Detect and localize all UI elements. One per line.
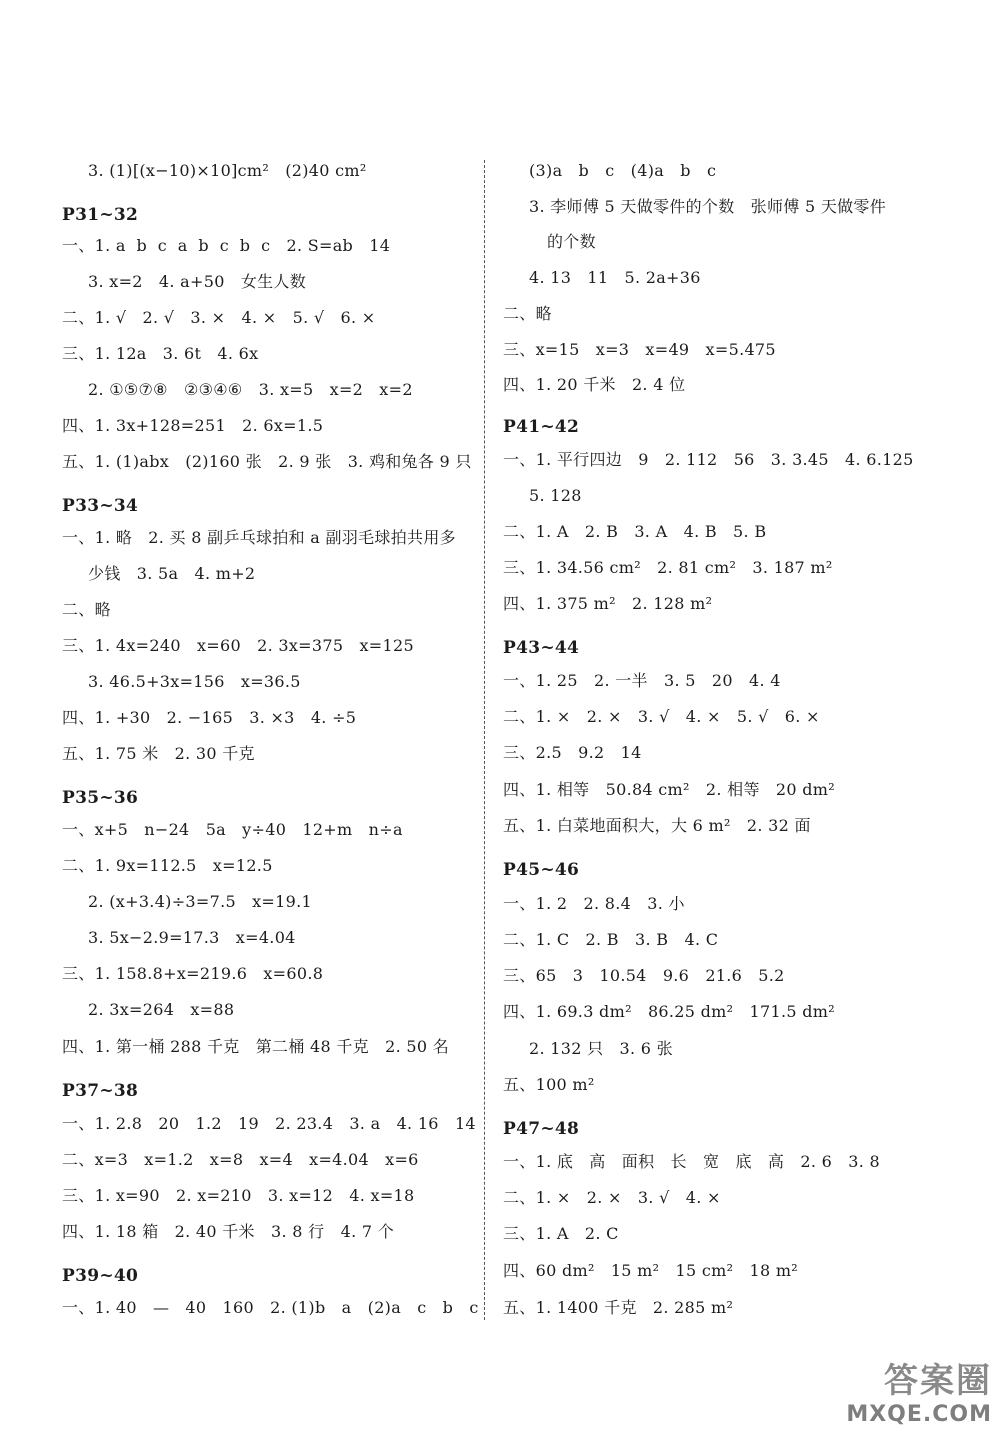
answer-line: 3. (1)[(x−10)×10]cm² (2)40 cm² [88, 161, 367, 180]
answer-line: 2. 3x=264 x=88 [88, 1000, 235, 1019]
answer-line: 少钱 3. 5a 4. m+2 [88, 564, 256, 583]
answer-line: 五、1. 白菜地面积大，大 6 m² 2. 32 面 [503, 816, 811, 835]
page-range-heading: P47~48 [503, 1119, 580, 1139]
watermark-url: MXQE.COM [846, 1402, 992, 1427]
answer-line: 四、1. 375 m² 2. 128 m² [503, 594, 713, 613]
answer-line: 五、1. (1)abx (2)160 张 2. 9 张 3. 鸡和兔各 9 只 [62, 452, 472, 471]
answer-line: 四、1. 第一桶 288 千克 第二桶 48 千克 2. 50 名 [62, 1037, 450, 1056]
page-range-heading: P33~34 [62, 496, 139, 516]
answer-line: 一、1. 25 2. 一半 3. 5 20 4. 4 [503, 671, 781, 690]
watermark-logo: 答案圈 [884, 1361, 992, 1401]
answer-line: 一、1. 略 2. 买 8 副乒乓球拍和 a 副羽毛球拍共用多 [62, 528, 456, 547]
answer-line: 五、1. 75 米 2. 30 千克 [62, 744, 255, 763]
answer-line: 三、1. 4x=240 x=60 2. 3x=375 x=125 [62, 636, 414, 655]
answer-line: 一、1. 平行四边 9 2. 112 56 3. 3.45 4. 6.125 [503, 450, 914, 469]
column-divider [484, 160, 485, 1320]
answer-line: 二、1. 9x=112.5 x=12.5 [62, 856, 273, 875]
answer-line: 3. 5x−2.9=17.3 x=4.04 [88, 928, 296, 947]
answer-line: 二、1. √ 2. √ 3. × 4. × 5. √ 6. × [62, 308, 376, 327]
answer-line: 三、1. A 2. C [503, 1224, 619, 1243]
answer-line: 4. 13 11 5. 2a+36 [529, 268, 701, 287]
answer-line: 一、1. a b c a b c b c 2. S=ab 14 [62, 236, 391, 255]
answer-line: 三、1. 12a 3. 6t 4. 6x [62, 344, 259, 363]
page-range-heading: P45~46 [503, 860, 580, 880]
answer-line: 四、1. +30 2. −165 3. ×3 4. ÷5 [62, 708, 357, 727]
answer-line: 三、x=15 x=3 x=49 x=5.475 [503, 340, 776, 359]
answer-line: 3. 李师傅 5 天做零件的个数 张师傅 5 天做零件 [529, 197, 887, 216]
answer-line: 的个数 [547, 232, 596, 251]
answer-line: 二、1. A 2. B 3. A 4. B 5. B [503, 522, 767, 541]
answer-line: 四、1. 3x+128=251 2. 6x=1.5 [62, 416, 324, 435]
answer-line: 3. 46.5+3x=156 x=36.5 [88, 672, 301, 691]
answer-line: 二、1. × 2. × 3. √ 4. × 5. √ 6. × [503, 707, 820, 726]
answer-line: 二、略 [62, 600, 111, 619]
answer-line: 一、1. 2.8 20 1.2 19 2. 23.4 3. a 4. 16 14 [62, 1114, 476, 1133]
answer-line: 三、2.5 9.2 14 [503, 743, 642, 762]
answer-line: 一、1. 2 2. 8.4 3. 小 [503, 894, 685, 913]
answer-line: 一、1. 底 高 面积 长 宽 底 高 2. 6 3. 8 [503, 1152, 880, 1171]
answer-line: 二、略 [503, 304, 552, 323]
answer-line: 一、x+5 n−24 5a y÷40 12+m n÷a [62, 820, 403, 839]
watermark [846, 1353, 992, 1427]
page-range-heading: P35~36 [62, 788, 139, 808]
answer-line: 5. 128 [529, 486, 582, 505]
page-range-heading: P31~32 [62, 205, 139, 225]
answer-line: 二、1. × 2. × 3. √ 4. × [503, 1188, 721, 1207]
answer-line: (3)a b c (4)a b c [529, 161, 717, 180]
answer-line: 2. ①⑤⑦⑧ ②③④⑥ 3. x=5 x=2 x=2 [88, 380, 413, 399]
answer-line: 四、60 dm² 15 m² 15 cm² 18 m² [503, 1261, 799, 1280]
answer-line: 五、1. 1400 千克 2. 285 m² [503, 1298, 734, 1317]
answer-line: 四、1. 18 箱 2. 40 千米 3. 8 行 4. 7 个 [62, 1222, 395, 1241]
answer-line: 四、1. 20 千米 2. 4 位 [503, 375, 686, 394]
answer-line: 二、x=3 x=1.2 x=8 x=4 x=4.04 x=6 [62, 1150, 419, 1169]
page-range-heading: P39~40 [62, 1266, 139, 1286]
answer-line: 二、1. C 2. B 3. B 4. C [503, 930, 719, 949]
answer-line: 三、1. 34.56 cm² 2. 81 cm² 3. 187 m² [503, 558, 833, 577]
answer-line: 三、65 3 10.54 9.6 21.6 5.2 [503, 966, 785, 985]
answer-line: 2. (x+3.4)÷3=7.5 x=19.1 [88, 892, 312, 911]
answer-line: 四、1. 相等 50.84 cm² 2. 相等 20 dm² [503, 780, 835, 799]
page-range-heading: P43~44 [503, 638, 580, 658]
answer-line: 五、100 m² [503, 1075, 595, 1094]
page-range-heading: P41~42 [503, 417, 580, 437]
page-range-heading: P37~38 [62, 1081, 139, 1101]
answer-line: 3. x=2 4. a+50 女生人数 [88, 272, 307, 291]
answer-line: 一、1. 40 — 40 160 2. (1)b a (2)a c b c [62, 1298, 479, 1317]
answer-line: 四、1. 69.3 dm² 86.25 dm² 171.5 dm² [503, 1002, 835, 1021]
answer-line: 三、1. 158.8+x=219.6 x=60.8 [62, 964, 324, 983]
answer-line: 三、1. x=90 2. x=210 3. x=12 4. x=18 [62, 1186, 415, 1205]
answer-line: 2. 132 只 3. 6 张 [529, 1039, 673, 1058]
